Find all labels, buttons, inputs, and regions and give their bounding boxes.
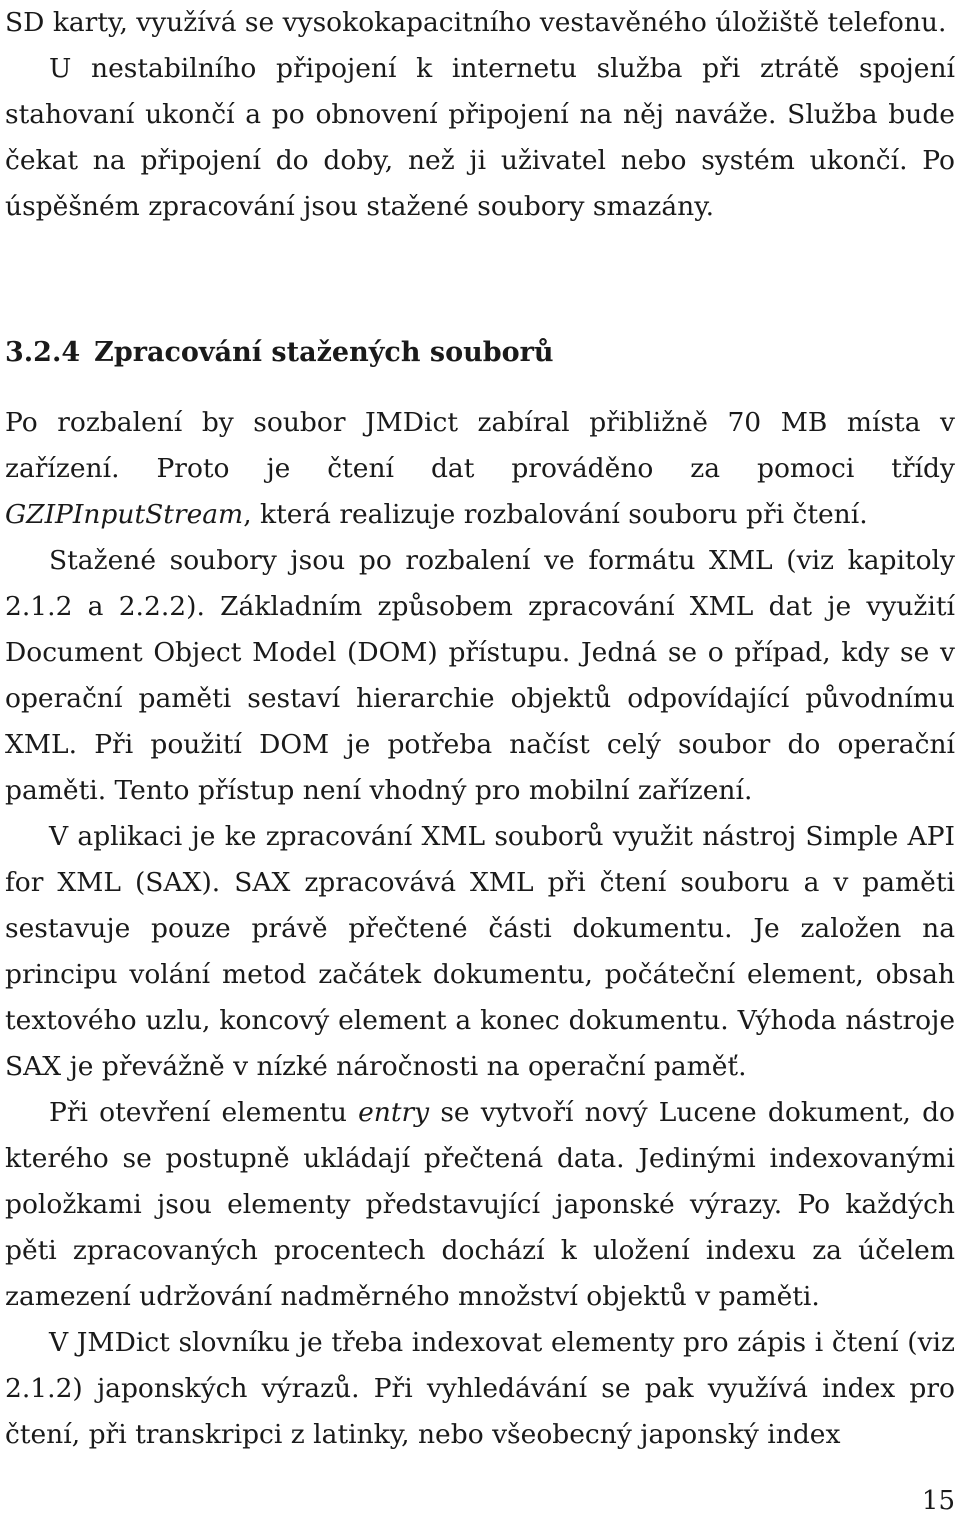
paragraph-lucene: [5, 1090, 955, 1320]
paragraph-sax: V aplikaci je ke zpracování XML souborů využit nástroj Simple API for XML (SAX). SAX zpracovává XML při čtení souboru a v paměti sestavuje pouze právě přečtené části dokumentu. Je založen na principu volání metod začátek dokumentu, počáteční element, obsah textového uzlu, koncový element a konec dokumentu. Výhoda nástroje SAX je převážně v nízké náročnosti na operační paměť.: [5, 821, 955, 1082]
paragraph-continued: SD karty, využívá se vysokokapacitního vestavěného úložiště telefonu.: [5, 7, 947, 38]
page-number: 15: [921, 1486, 955, 1516]
section-body: [5, 400, 955, 1458]
paragraph-download-service: U nestabilního připojení k internetu služba při ztrátě spojení stahovaní ukončí a po obnovení připojení na něj naváže. Služba bude čekat na připojení do doby, než ji uživatel nebo systém ukončí. Po úspěšném zpracování jsou stažené soubory smazány.: [5, 53, 955, 222]
paragraph-gzip: [5, 400, 955, 538]
section-title: Zpracování stažených souborů: [94, 337, 554, 368]
section-heading: [5, 330, 553, 376]
paragraph-gzip-text-1: Po rozbalení by soubor JMDict zabíral přibližně 70 MB místa v zařízení. Proto je čtení dat prováděno za pomoci třídy: [5, 407, 955, 484]
class-name-gzipinputstream: GZIPInputStream: [5, 499, 244, 530]
paragraph-dom: Stažené soubory jsou po rozbalení ve formátu XML (viz kapitoly 2.1.2 a 2.2.2). Základním způsobem zpracování XML dat je využití Document Object Model (DOM) přístupu. Jedná se o případ, kdy se v operační paměti sestaví hierarchie objektů odpovídající původnímu XML. Při použití DOM je potřeba načíst celý soubor do operační paměti. Tento přístup není vhodný pro mobilní zařízení.: [5, 545, 955, 806]
paragraph-gzip-text-2: , která realizuje rozbalování souboru při čtení.: [243, 499, 868, 530]
paragraph-lucene-text-1: Při otevření elementu: [49, 1097, 359, 1128]
paragraph-indexing: V JMDict slovníku je třeba indexovat elementy pro zápis i čtení (viz 2.1.2) japonských výrazů. Při vyhledávání se pak využívá index pro čtení, při transkripci z latinky, nebo všeobecný japonský index: [5, 1327, 955, 1450]
paragraph-lucene-text-2: se vytvoří nový Lucene dokument, do kterého se postupně ukládají přečtená data. Jedinými indexovanými položkami jsou elementy představující japonské výrazy. Po každých pěti zpracovaných procentech dochází k uložení indexu za účelem zamezení udržování nadměrného množství objektů v paměti.: [5, 1097, 955, 1312]
top-text-block: [5, 0, 955, 230]
section-number: 3.2.4: [5, 337, 81, 368]
element-name-entry: entry: [358, 1097, 430, 1128]
